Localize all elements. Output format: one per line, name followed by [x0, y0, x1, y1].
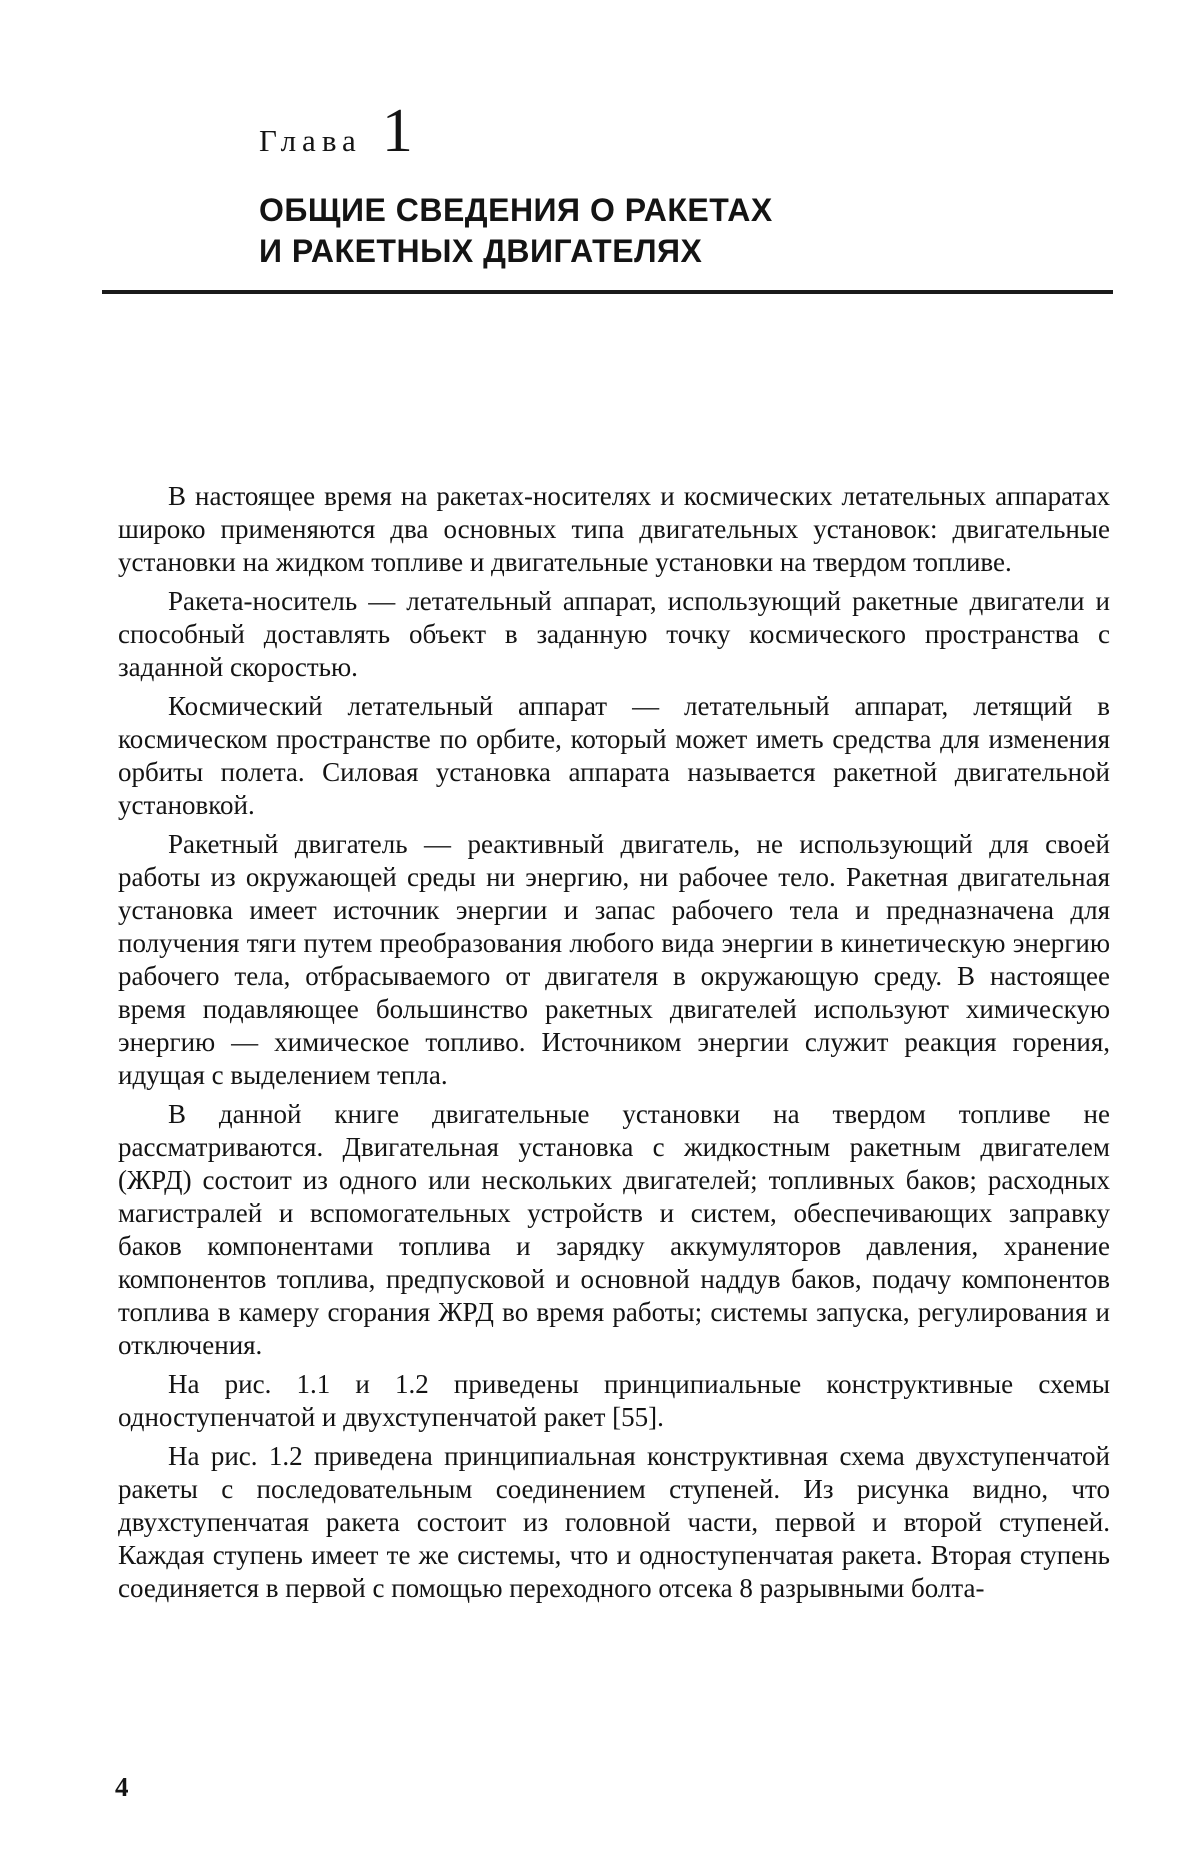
- chapter-number: 1: [381, 97, 413, 165]
- body-text: [118, 480, 1110, 1611]
- paragraph: Космический летательный аппарат — летательный аппарат, летящий в космическом пространстве по орбите, который может иметь средства для изменения орбиты полета. Силовая установка аппарата называется ракетной двигательной установкой.: [118, 691, 1110, 820]
- paragraph: Ракетный двигатель — реактивный двигатель, не использующий для своей работы из окружающей среды ни энергию, ни рабочее тело. Ракетная двигательная установка имеет источник энергии и запас рабочего тела и предназначена для получения тяги путем преобразования любого вида энергии в кинетическую энергию рабочего тела, отбрасываемого от двигателя в окружающую среду. В настоящее время подавляющее большинство ракетных двигателей используют химическую энергию — химическое топливо. Источником энергии служит реакция горения, идущая с выделением тепла.: [118, 829, 1110, 1090]
- page-number: 4: [115, 1772, 129, 1802]
- chapter-title-line: ОБЩИЕ СВЕДЕНИЯ О РАКЕТАХ: [259, 192, 773, 228]
- paragraph: Ракета-носитель — летательный аппарат, использующий ракетные двигатели и способный доставлять объект в заданную точку космического пространства с заданной скоростью.: [118, 586, 1110, 682]
- chapter-title-line: И РАКЕТНЫХ ДВИГАТЕЛЯХ: [259, 233, 703, 269]
- chapter-divider: [102, 290, 1113, 294]
- paragraph: В настоящее время на ракетах-носителях и космических летательных аппаратах широко применяются два основных типа двигательных установок: двигательные установки на жидком топливе и двигательные установки на твердом топливе.: [118, 481, 1110, 577]
- paragraph: В данной книге двигательные установки на твердом топливе не рассматриваются. Двигательная установка с жидкостным ракетным двигателем (ЖРД) состоит из одного или нескольких двигателей; топливных баков; расходных магистралей и вспомогательных устройств и систем, обеспечивающих заправку баков компонентами топлива и зарядку аккумуляторов давления, хранение компонентов топлива, предпусковой и основной наддув баков, подачу компонентов топлива в камеру сгорания ЖРД во время работы; системы запуска, регулирования и отключения.: [118, 1099, 1110, 1360]
- chapter-label: Глава: [259, 123, 362, 158]
- chapter-title: [259, 190, 773, 272]
- paragraph: На рис. 1.1 и 1.2 приведены принципиальные конструктивные схемы одноступенчатой и двухступенчатой ракет [55].: [118, 1369, 1110, 1432]
- chapter-heading: [259, 97, 413, 165]
- paragraph: На рис. 1.2 приведена принципиальная конструктивная схема двухступенчатой ракеты с последовательным соединением ступеней. Из рисунка видно, что двухступенчатая ракета состоит из головной части, первой и второй ступеней. Каждая ступень имеет те же системы, что и одноступенчатая ракета. Вторая ступень соединяется в первой с помощью переходного отсека 8 разрывными болта-: [118, 1441, 1110, 1603]
